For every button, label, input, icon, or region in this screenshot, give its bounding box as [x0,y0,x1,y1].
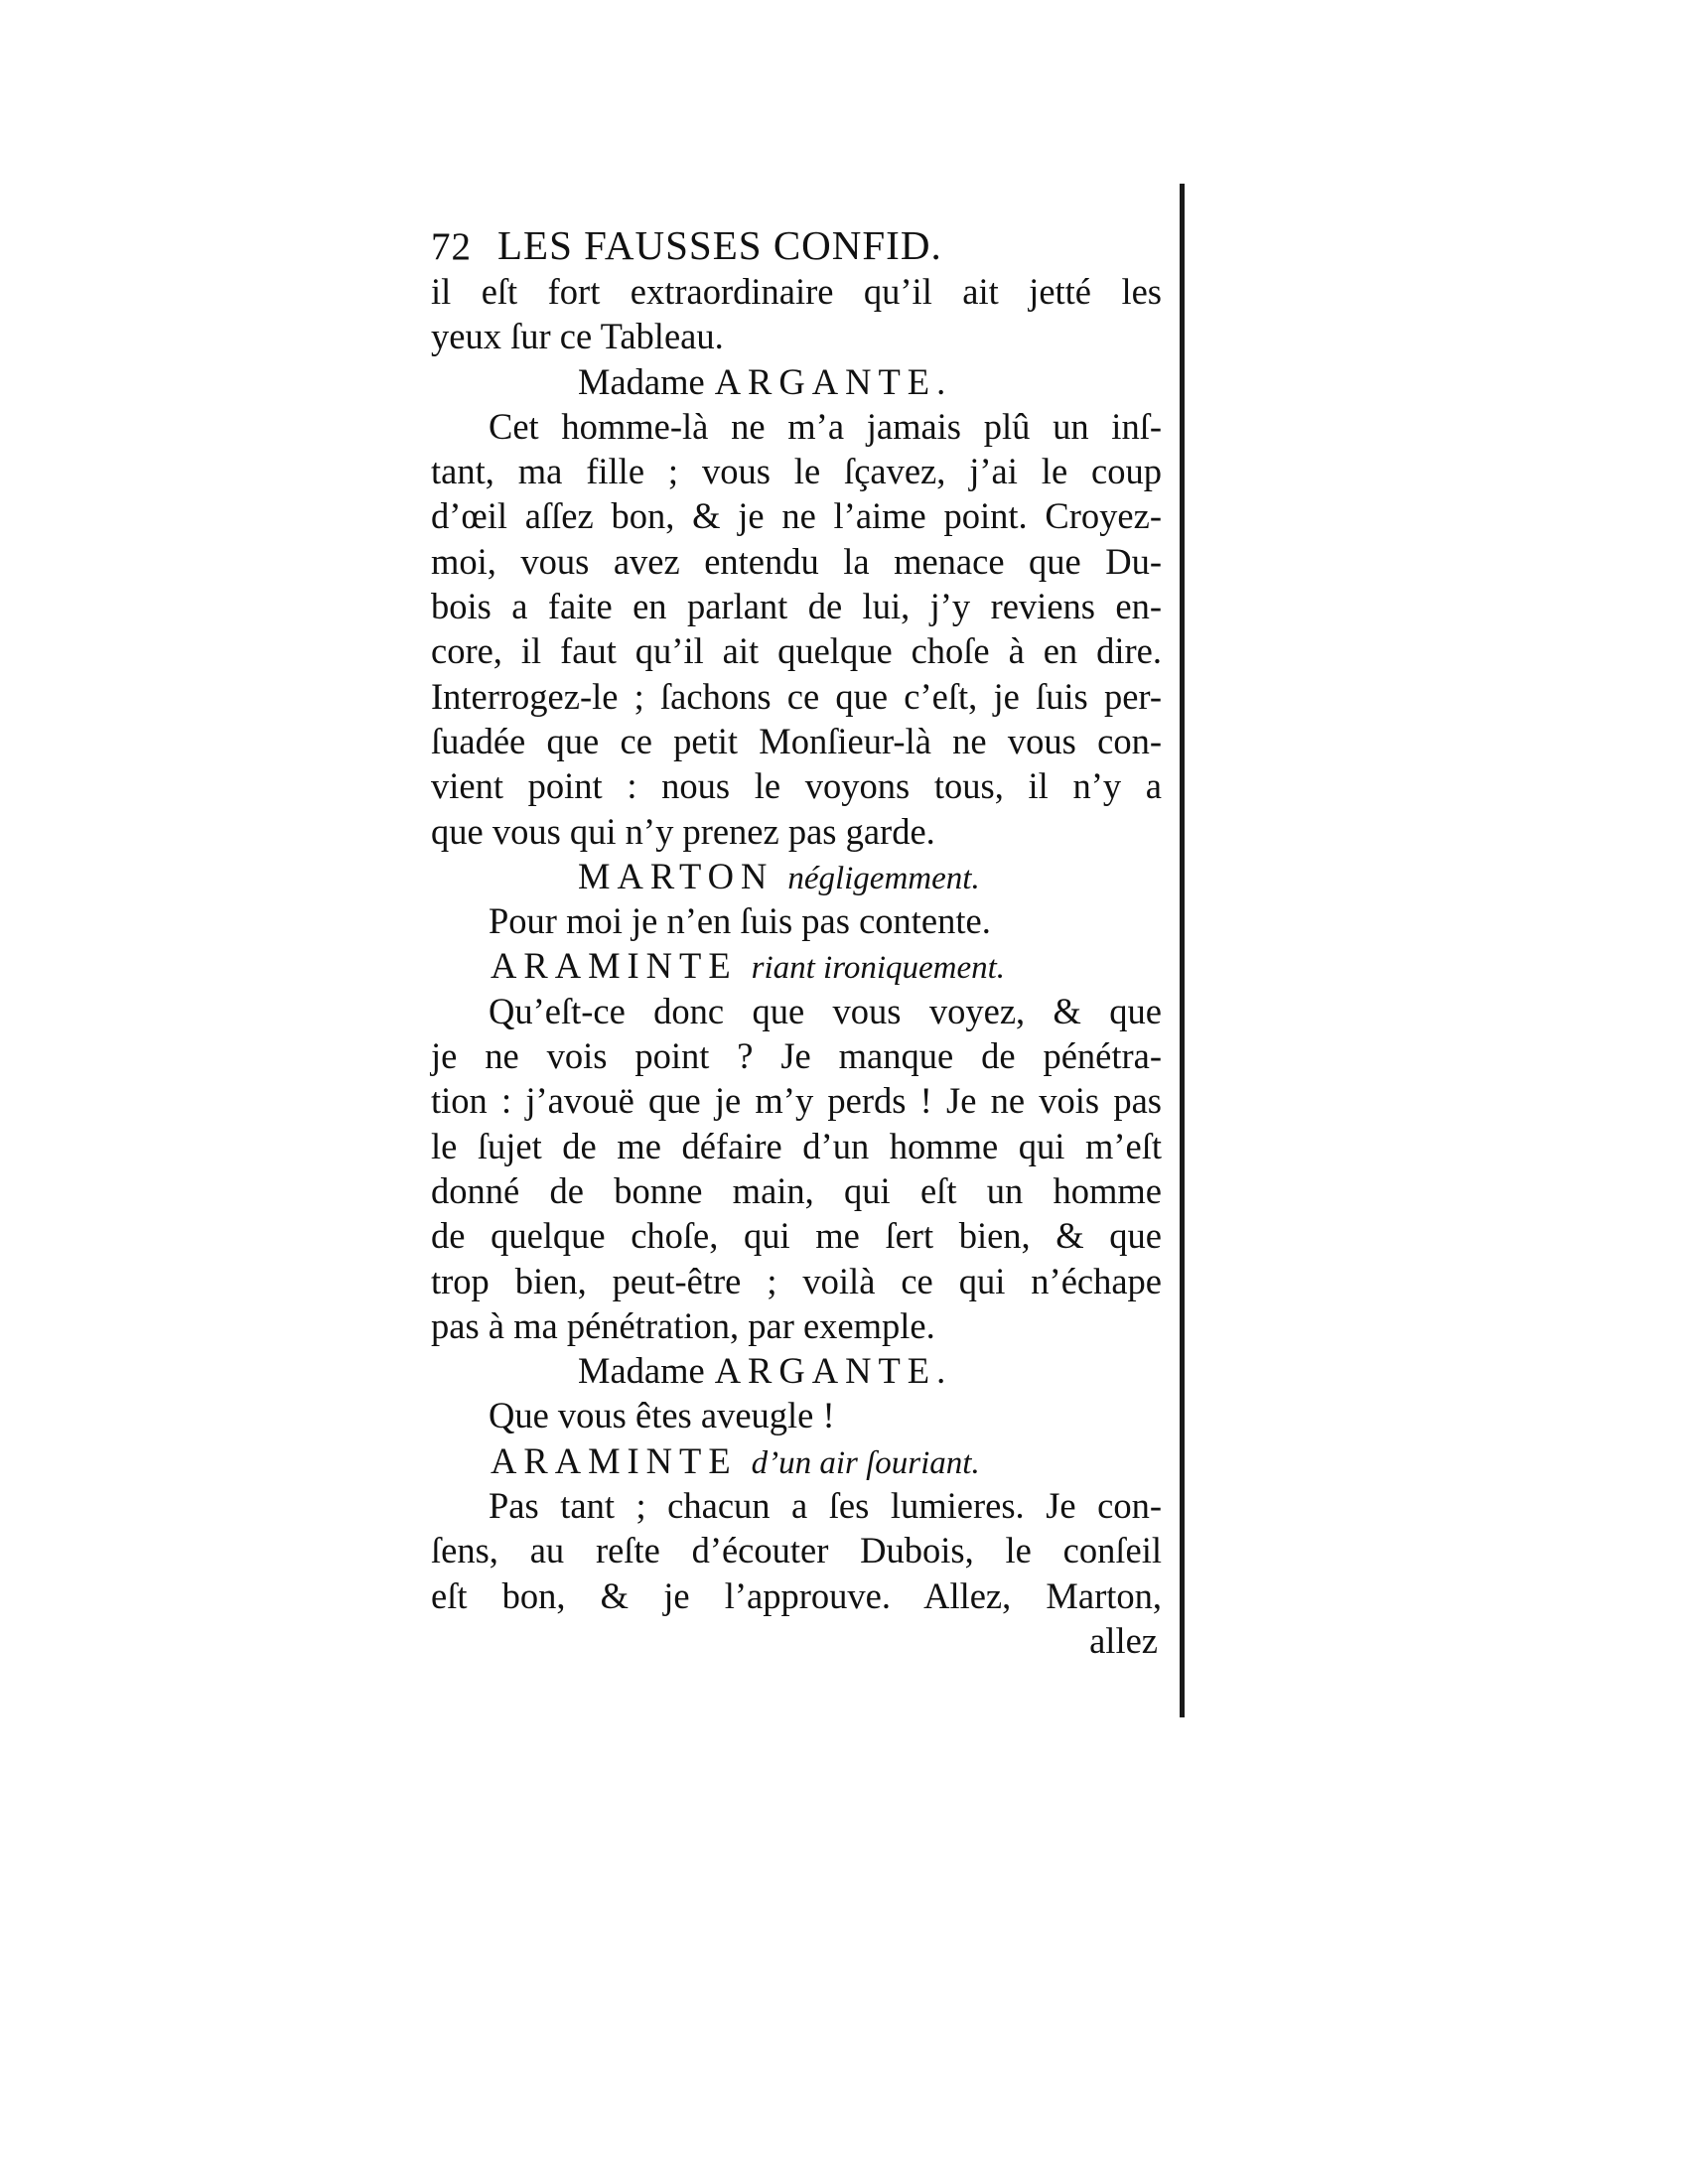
speaker-heading [431,943,1162,988]
stage-direction: riant ironiquement. [751,950,1006,987]
text-line: ſens, au reſte d’écouter Dubois, le conſeil [431,1530,1162,1571]
text-line: que vous qui n’y prenez pas garde. [431,810,935,852]
text-line: vient point : nous le voyons tous, il n’y a [431,765,1162,807]
running-head [431,223,1162,269]
text-line: de quelque choſe, qui me ſert bien, & que [431,1215,1162,1257]
text-line: Interrogez-le ; ſachons ce que c’eſt, je ſuis per- [431,675,1162,717]
text-line: je ne vois point ? Je manque de pénétra- [431,1035,1162,1077]
text-line: ſuadée que ce petit Monſieur-là ne vous con- [431,720,1162,761]
speaker-heading [431,854,1162,898]
text-line: donné de bonne main, qui eſt un homme [431,1169,1162,1211]
text-line: tion : j’avouë que je m’y perds ! Je ne vois pas [431,1080,1162,1122]
page-edge-rule [1180,184,1185,1717]
text-line: il eſt fort extraordinaire qu’il ait jetté les [431,271,1162,312]
text-line: Pour moi je n’en ſuis pas contente. [489,900,991,942]
speaker-heading [431,1348,1162,1393]
text-line: Pas tant ; chacun a ſes lumieres. Je con- [489,1485,1162,1527]
text-line: Cet homme-là ne m’a jamais plû un inſ- [489,405,1162,447]
speaker-heading [431,1438,1162,1483]
text-line: tant, ma fille ; vous le ſçavez, j’ai le coup [431,451,1162,492]
speaker-prefix: Madame [578,360,705,402]
stage-direction: négligemment. [787,860,980,896]
text-line: bois a faite en parlant de lui, j’y reviens en- [431,586,1162,627]
speaker-heading [431,359,1162,404]
text-line: Qu’eſt-ce donc que vous voyez, & que [489,990,1162,1031]
text-line: eſt bon, & je l’approuve. Allez, Marton, [431,1574,1162,1616]
catchword: allez [1089,1619,1158,1661]
speaker-prefix: Madame [578,1350,705,1392]
stage-direction: d’un air ſouriant. [751,1444,980,1481]
speaker-name: ARGANTE. [714,1350,953,1392]
text-line: trop bien, peut-être ; voilà ce qui n’échape [431,1260,1162,1301]
text-line: yeux ſur ce Tableau. [431,316,724,357]
text-line: moi, vous avez entendu la menace que Du- [431,540,1162,582]
text-line: Que vous êtes aveugle ! [489,1395,835,1436]
text-line: pas à ma pénétration, par exemple. [431,1304,935,1346]
running-title: LES FAUSSES CONFID. [497,222,942,268]
speaker-name: MARTON [578,855,774,896]
page-text-block [431,223,1162,1663]
text-line: d’œil aſſez bon, & je ne l’aime point. Croyez- [431,495,1162,537]
text-line: core, il faut qu’il ait quelque choſe à en dire. [431,630,1162,672]
page-number: 72 [431,225,472,268]
speaker-name: ARAMINTE [491,945,738,987]
text-line: le ſujet de me défaire d’un homme qui m’eſt [431,1125,1162,1166]
speaker-name: ARGANTE. [714,360,953,402]
speaker-name: ARAMINTE [491,1439,738,1481]
